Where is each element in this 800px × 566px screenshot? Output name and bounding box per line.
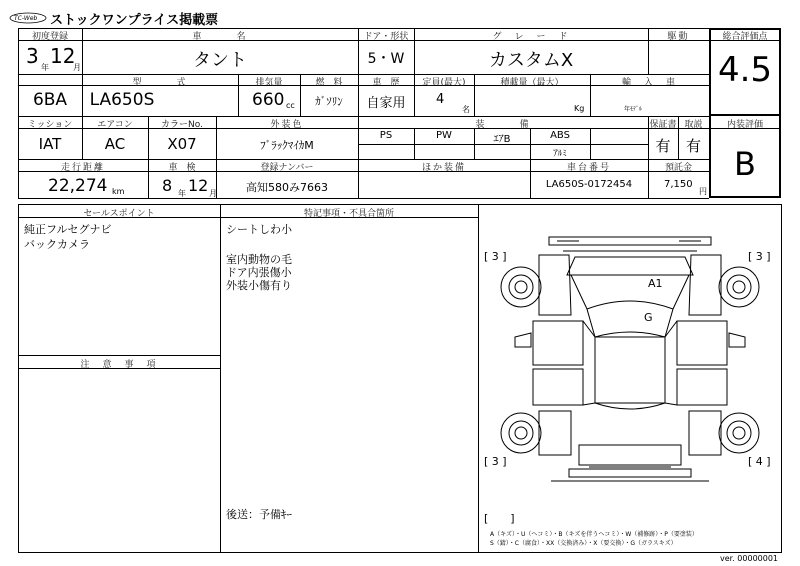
remark-item: ドア内張傷小 — [226, 266, 292, 279]
equipment-pw: PW — [436, 130, 452, 141]
vehicle-class-value: 自家用 — [366, 96, 406, 111]
displacement-label: 排気量 — [255, 78, 283, 88]
recycle-label: 預託金 — [664, 163, 692, 173]
plate-value: 高知580み7663 — [246, 181, 328, 194]
damage-mark-a1: A1 — [648, 277, 663, 290]
import-label: 輸 入 車 — [621, 78, 677, 88]
fuel-value: ｶﾞｿﾘﾝ — [315, 95, 343, 108]
grade-value: カスタムX — [488, 50, 574, 71]
vehicle-class-label: 車 歴 — [372, 78, 400, 88]
bracket-top-right: [ 3 ] — [748, 250, 771, 263]
interior-score-label: 内装評価 — [726, 120, 763, 130]
overall-score-label: 総合評価点 — [722, 32, 768, 42]
equipment-ps: PS — [379, 130, 393, 141]
inspection-label: 車 検 — [168, 163, 196, 173]
bracket-empty: [ ] — [484, 512, 515, 525]
mileage-unit: km — [112, 187, 125, 196]
car-diagram — [479, 205, 781, 552]
page-title: ストックワンプライス掲載票 — [50, 13, 219, 28]
load-label: 積載量（最大） — [500, 78, 564, 88]
first-reg-month: 12 — [50, 44, 76, 68]
first-reg-year: 3 — [26, 44, 39, 68]
bracket-bottom-right: [ 4 ] — [748, 455, 771, 468]
sales-points-label: セールスポイント — [83, 209, 155, 219]
damage-legend-line2: S（錆）・C（腐食）・XX（交換済み）・X（要交換）・G（ガラスキズ） — [490, 540, 677, 547]
capacity-label: 定員(最大) — [422, 78, 466, 88]
chassis-label: 車台番号 — [566, 163, 611, 173]
damage-mark-g: G — [644, 311, 653, 324]
bracket-bottom-left: [ 3 ] — [484, 455, 507, 468]
car-outline-icon — [479, 205, 781, 552]
version-text: ver. 00000001 — [720, 554, 779, 563]
model-type-label: 型 式 — [132, 78, 188, 88]
sales-point-item: 純正フルセグナビ — [24, 223, 112, 236]
fuel-label: 燃 料 — [315, 78, 343, 88]
inspection-month: 12 — [188, 176, 209, 195]
model-prefix: 6BA — [32, 90, 68, 110]
damage-legend-line1: A（キズ）・U（ヘコミ）・B（キズを伴うヘコミ）・W（補修跡）・P（要塗装） — [490, 531, 698, 538]
door-type-value: 5・W — [367, 51, 405, 67]
first-reg-label: 初度登録 — [31, 32, 68, 42]
mileage-label: 走行距離 — [60, 163, 105, 173]
displacement-unit: cc — [286, 101, 295, 110]
model-code: LA650S — [89, 90, 155, 110]
aircon-label: エアコン — [97, 120, 133, 130]
inspection-year: 8 — [162, 176, 173, 195]
inspection-year-unit: 年 — [178, 189, 186, 198]
interior-score-value: B — [734, 145, 756, 183]
equipment-airbag: ｴｱB — [493, 134, 511, 145]
first-reg-month-unit: 月 — [73, 63, 81, 72]
other-equipment-label: ほか装備 — [421, 163, 466, 173]
exterior-color-value: ﾌﾞﾗｯｸﾏｲｶM — [260, 139, 314, 152]
mileage-value: 22,274 — [48, 176, 108, 196]
manual-value: 有 — [685, 137, 701, 155]
logo-text: TC-Web — [14, 15, 38, 22]
grade-label: グ レ ー ド — [492, 32, 570, 42]
color-no-value: X07 — [167, 135, 197, 153]
inspection-month-unit: 月 — [209, 189, 217, 198]
recycle-value: 7,150 — [664, 179, 693, 190]
capacity-value: 4 — [436, 92, 445, 107]
capacity-unit: 名 — [462, 105, 470, 114]
overall-score-value: 4.5 — [717, 50, 773, 90]
equipment-abs: ABS — [550, 130, 570, 141]
remark-item: 外装小傷有り — [226, 279, 292, 292]
remark-item: シートしわ小 — [226, 223, 292, 236]
car-name-value: タント — [193, 50, 247, 71]
equipment-alumi: ｱﾙﾐ — [553, 149, 567, 159]
warranty-value: 有 — [655, 137, 671, 155]
load-unit: Kg — [574, 104, 585, 113]
remark-item: 室内動物の毛 — [226, 253, 292, 266]
equipment-label: 装 備 — [475, 120, 531, 130]
first-reg-year-unit: 年 — [41, 63, 49, 72]
car-name-label: 車 名 — [192, 32, 248, 42]
plate-label: 登録ナンバー — [260, 163, 314, 173]
drive-label: 駆動 — [667, 32, 690, 42]
manual-label: 取説 — [684, 120, 703, 130]
remarks-label: 特記事項・不具合箇所 — [303, 209, 394, 219]
color-no-label: カラーNo. — [161, 120, 203, 130]
recycle-unit: 円 — [699, 187, 707, 196]
logo — [8, 9, 48, 23]
import-year: 年ﾓﾃﾞﾙ — [624, 106, 643, 113]
exterior-color-label: 外装色 — [270, 120, 304, 130]
displacement-value: 660 — [252, 90, 285, 110]
bracket-top-left: [ 3 ] — [484, 250, 507, 263]
mission-value: IAT — [38, 135, 62, 153]
warranty-label: 保証書 — [649, 120, 677, 130]
sales-point-item: バックカメラ — [24, 238, 90, 251]
notes-label: 注 意 事 項 — [80, 360, 158, 370]
remarks-footer: 後送：予備ｷｰ — [226, 508, 292, 521]
mission-label: ミッション — [27, 120, 73, 130]
door-type-label: ドア・形状 — [363, 32, 409, 42]
chassis-value: LA650S-0172454 — [545, 179, 633, 190]
aircon-value: AC — [104, 135, 126, 153]
logo-icon — [8, 10, 48, 24]
